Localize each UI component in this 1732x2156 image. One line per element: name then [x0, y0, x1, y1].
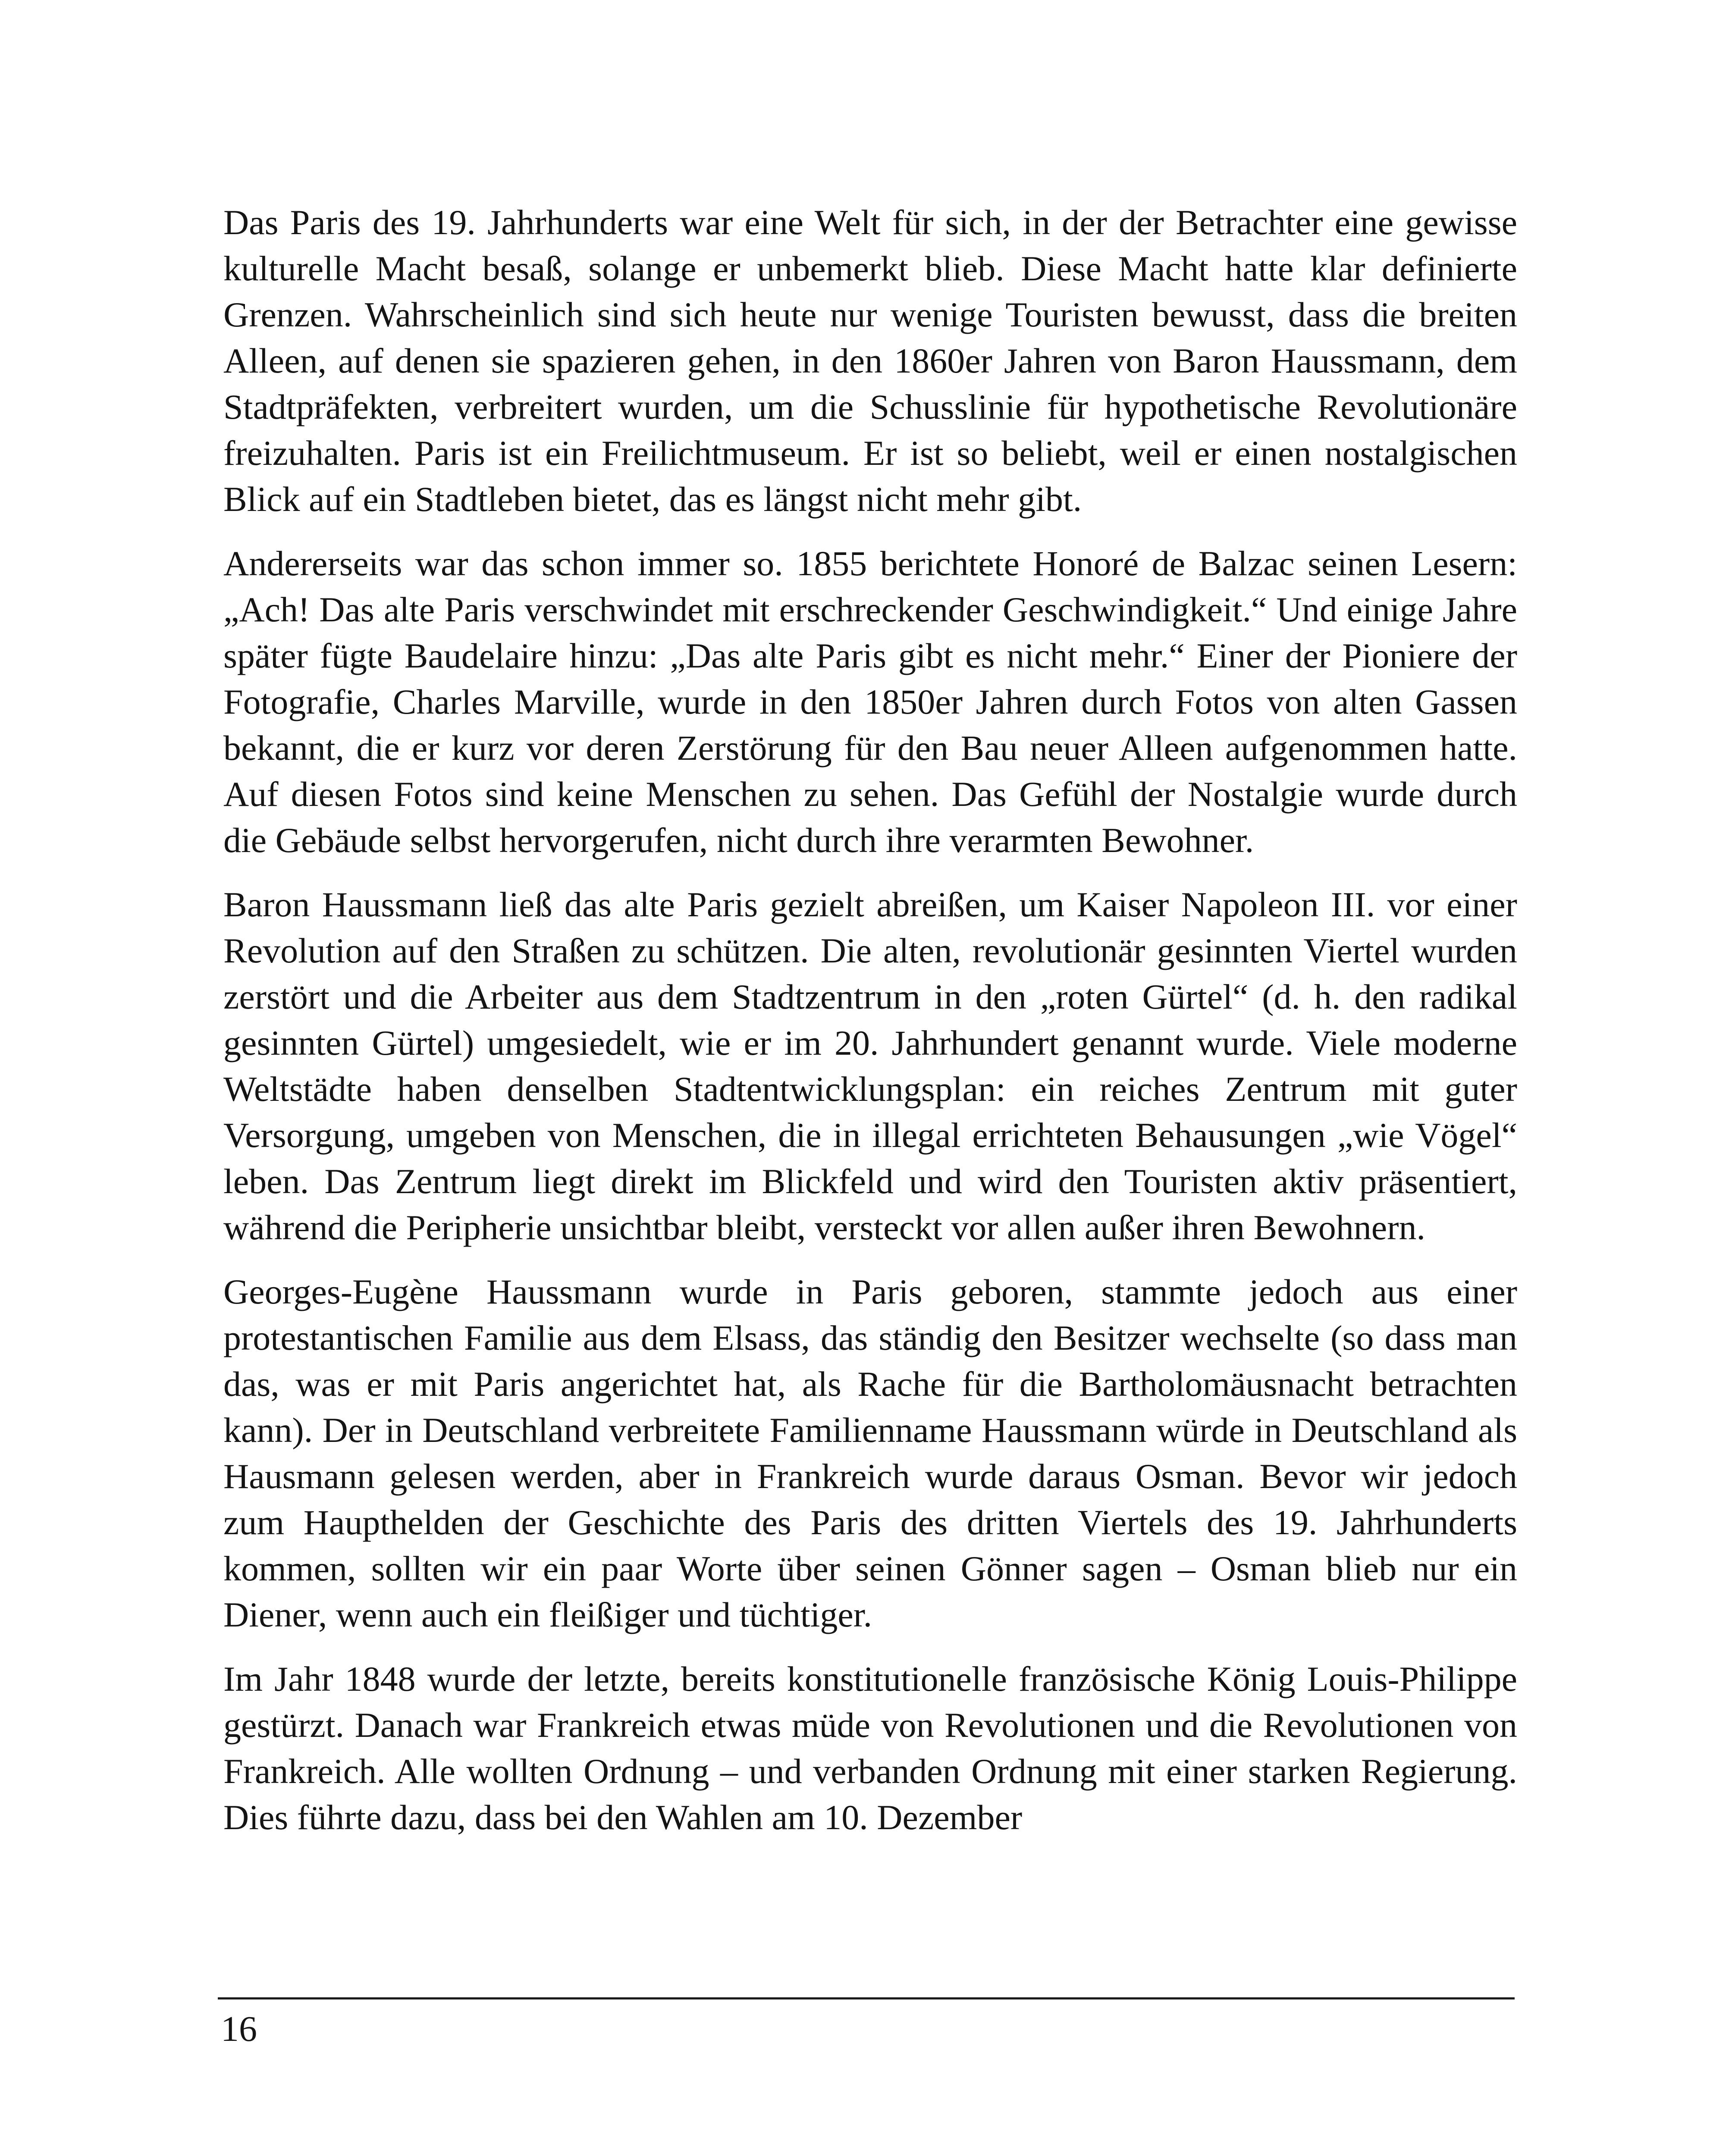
paragraph-2: Andererseits war das schon immer so. 1855 berichtete Honoré de Balzac seinen Lesern: „Ach! Das alte Paris verschwindet mit erschreckender Geschwindigkeit.“ Und einige Jahre später fügte Baudelaire hinzu: „Das alte Paris gibt es nicht mehr.“ Einer der Pioniere der Fotografie, Charles Marville, wurde in den 1850er Jahren durch Fotos von alten Gassen bekannt, die er kurz vor deren Zerstörung für den Bau neuer Alleen aufgenommen hatte. Auf diesen Fotos sind keine Menschen zu sehen. Das Gefühl der Nostalgie wurde durch die Gebäude selbst hervorgerufen, nicht durch ihre verarmten Bewohner. — [223, 544, 1517, 860]
paragraph-1: Das Paris des 19. Jahrhunderts war eine Welt für sich, in der der Betrachter eine gewisse kulturelle Macht besaß, solange er unbemerkt blieb. Diese Macht hatte klar definierte Grenzen. Wahrscheinlich sind sich heute nur wenige Touristen bewusst, dass die breiten Alleen, auf denen sie spazieren gehen, in den 1860er Jahren von Baron Haussmann, dem Stadtpräfekten, verbreitert wurden, um die Schusslinie für hypothetische Revolutionäre freizuhalten. Paris ist ein Freilichtmuseum. Er ist so beliebt, weil er einen nostalgischen Blick auf ein Stadtleben bietet, das es längst nicht mehr gibt. — [223, 203, 1517, 519]
paragraph-3: Baron Haussmann ließ das alte Paris gezielt abreißen, um Kaiser Napoleon III. vor einer Revolution auf den Straßen zu schützen. Die alten, revolutionär gesinnten Viertel wurden zerstört und die Arbeiter aus dem Stadtzentrum in den „roten Gürtel“ (d. h. den radikal gesinnten Gürtel) umgesiedelt, wie er im 20. Jahrhundert genannt wurde. Viele moderne Weltstädte haben denselben Stadtentwicklungsplan: ein reiches Zentrum mit guter Versorgung, umgeben von Menschen, die in illegal errichteten Behausungen „wie Vögel“ leben. Das Zentrum liegt direkt im Blickfeld und wird den Touristen aktiv präsentiert, während die Peripherie unsichtbar bleibt, versteckt vor allen außer ihren Bewohnern. — [223, 885, 1517, 1247]
paragraph-5: Im Jahr 1848 wurde der letzte, bereits konstitutionelle französische König Louis-Philippe gestürzt. Danach war Frankreich etwas müde von Revolutionen und die Revolutionen von Frankreich. Alle wollten Ordnung – und verbanden Ordnung mit einer starken Regierung. Dies führte dazu, dass bei den Wahlen am 10. Dezember — [223, 1659, 1517, 1837]
footer-divider — [218, 1997, 1515, 1999]
body-text — [223, 199, 1517, 1858]
page-number: 16 — [221, 2009, 257, 2049]
paragraph-4: Georges-Eugène Haussmann wurde in Paris geboren, stammte jedoch aus einer protestantischen Familie aus dem Elsass, das ständig den Besitzer wechselte (so dass man das, was er mit Paris angerichtet hat, als Rache für die Bartholomäusnacht betrachten kann). Der in Deutschland verbreitete Familienname Haussmann würde in Deutschland als Hausmann gelesen werden, aber in Frankreich wurde daraus Osman. Bevor wir jedoch zum Haupthelden der Geschichte des Paris des dritten Viertels des 19. Jahrhunderts kommen, sollten wir ein paar Worte über seinen Gönner sagen – Osman blieb nur ein Diener, wenn auch ein fleißiger und tüchtiger. — [223, 1272, 1517, 1634]
